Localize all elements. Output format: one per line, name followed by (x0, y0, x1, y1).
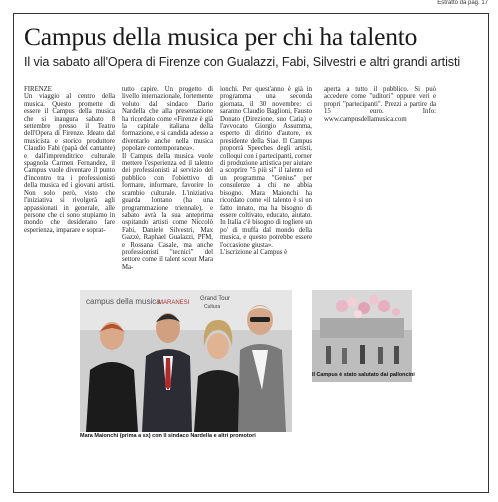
extract-label: Estratto da pag. 17 (437, 0, 488, 6)
main-photo-caption: Mara Maionchi (prima a sx) con il sindaco Nardella e altri promotori (80, 433, 256, 439)
article-body (24, 86, 479, 284)
banner-left-text: campus della musica (86, 297, 161, 306)
column-2-text: tutto capire. Un progetto di livello internazionale, fortemente voluto dal sindaco Dario Nardella che alla presentazione ha ricordato come «Firenze è già la capitale italiana della formazione, e si candida adesso a diventarlo anche nella musica popolare contemporanea». Il Campus della musica vuole mettere l'esperienza ed il talento dei professionisti al servizio del pubblico con l'obiettivo di formare, informare, favorire lo scambio culturale. L'iniziativa guarda lontano (ha una programmazione triennale), e sabato avrà la sua anteprima ospitando artisti come Niccolò Fabi, Daniele Silvestri, Max Gazzè, Raphael Gualazzi, PFM, e Rossana Casale, ma anche professionisti "tecnici" del settore come il talent scout Mara Ma- (122, 86, 213, 271)
second-photo-caption: Il Campus è stato salutato dai palloncini (312, 372, 415, 378)
article-column-2 (122, 86, 213, 271)
main-photo-illustration (80, 290, 292, 432)
banner-right-text-2: Cultura (204, 304, 221, 310)
column-1-text: FIRENZE Un viaggio al centro della musica. Questo promette di essere il Campus della musica che si inaugura sabato 8 settembre presso il Teatro dell'Opera di Firenze. Ideato dal musicista e storico produttore Claudio Fabi (papà del cantante) e dall'imprenditrice culturale spagnola Carmen Fernandez, il Campus vuole diventare il punto d'incontro tra i professionisti della musica ed i giovani artisti. Non solo però, visto che l'iniziativa si rivolgerà agli appassionati in generale, alle persone che ci sono stupiamo in mondo che desiderano fare esperienza, imparare e soprat- (24, 86, 115, 234)
column-4-text: aperta a tutto il pubblico. Si può accedere come "uditori" oppure veri e propri "partecipanti". Prezzi a partire da 15 euro. Info: www.campusdellamusica.com (324, 86, 436, 123)
article-column-3 (220, 86, 312, 256)
column-3-text: ionchi. Per quest'anno è già in programma una seconda giornata, il 30 novembre: ci saranno Claudio Baglioni, Fausto Donato (Direzione, suo Catia) e l'avvocato Giorgio Assumma, esperto di diritto d'autore, ex presidente della Siae. Il Campus proporrà Speeches degli artisti, colloqui con i partecipanti, corner di produzione artistica per aiutare a scoprire "5 più sì" il talento ed un programma "Genius" per consulenze a chi ne abbia bisogno. Mara Maionchi ha ricordato come «il talento è si un fatto innato, ma ha bisogno di essere coltivato, educato, aiutato. In Italia c'è bisogno di togliere un po' di muffa dal mondo della musica, e questo potrebbe essere l'occasione giusta». L'iscrizione al Campus è (220, 86, 312, 256)
banner-right-text: Grand Tour (200, 296, 230, 302)
article-column-1 (24, 86, 115, 234)
article-column-4 (324, 86, 436, 123)
balloons-photo-illustration (312, 290, 415, 382)
page-top-strip (0, 0, 498, 8)
main-photo (80, 290, 292, 432)
article-headline: Campus della musica per chi ha talento (24, 22, 418, 51)
banner-mid-text: MARANESI (158, 300, 190, 306)
second-photo (312, 290, 415, 382)
article-subhead: Il via sabato all'Opera di Firenze con Gualazzi, Fabi, Silvestri e altri grandi artisti (24, 55, 461, 69)
